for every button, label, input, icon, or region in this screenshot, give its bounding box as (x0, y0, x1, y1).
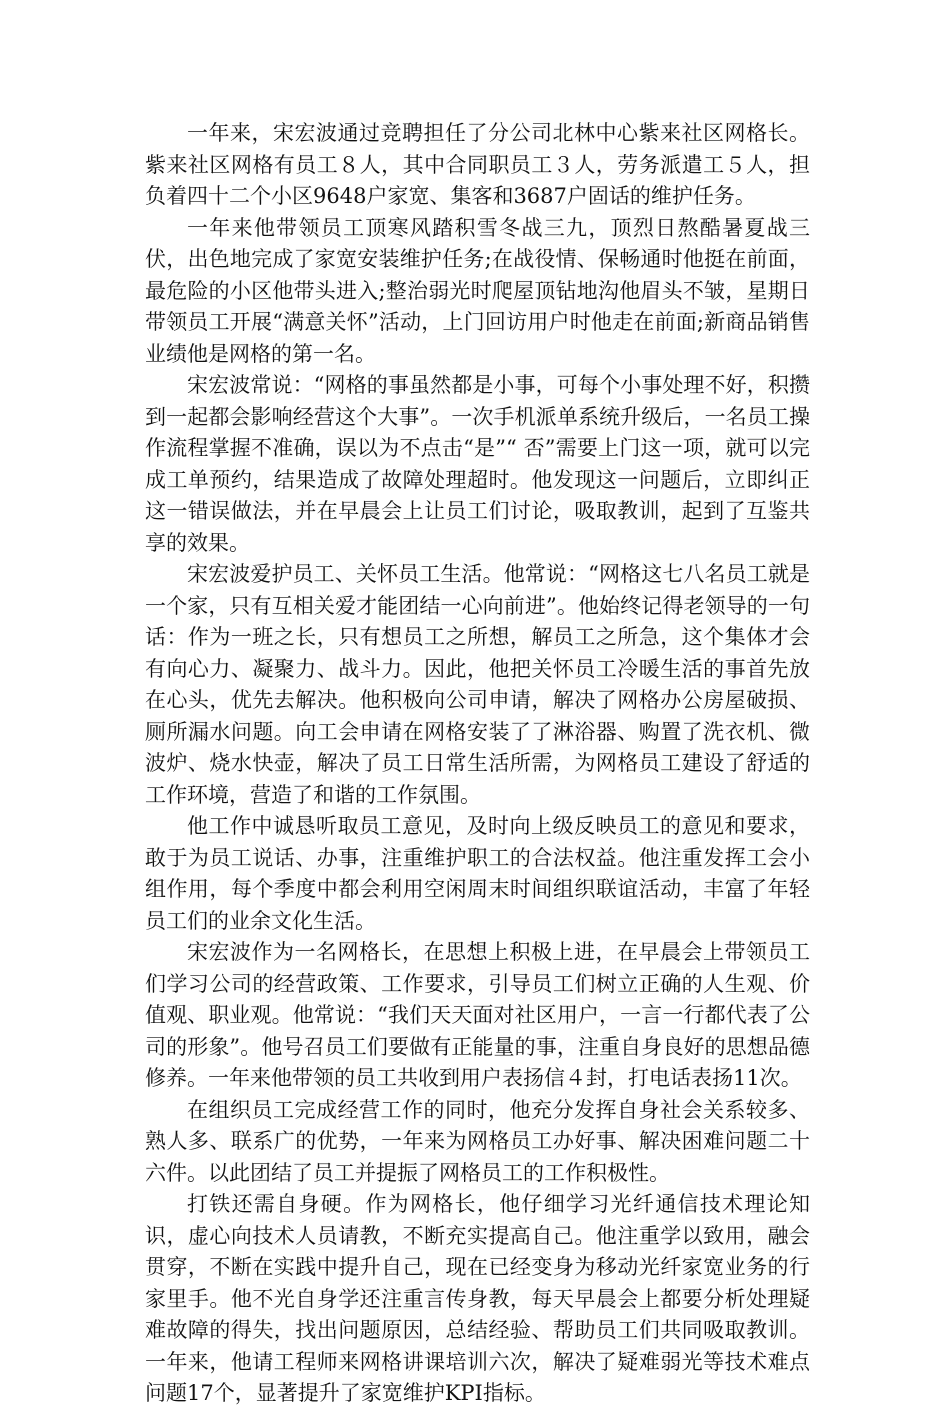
paragraph-1: 一年来，宋宏波通过竞聘担任了分公司北林中心紫来社区网格长。紫来社区网格有员工８人，其中合同职员工３人，劳务派遣工５人，担负着四十二个小区9648户家宽、集客和3687户固话的维护任务。 (145, 121, 810, 208)
paragraph-3: 宋宏波常说：“网格的事虽然都是小事，可每个小事处理不好，积攒到一起都会影响经营这个大事”。一次手机派单系统升级后，一名员工操作流程掌握不准确，误以为不点击“是”“ 否”需要上门这一项，就可以完成工单预约，结果造成了故障处理超时。他发现这一问题后，立即纠正这一错误做法，并在早晨会上让员工们讨论，吸取教训，起到了互鉴共享的效果。 (145, 373, 810, 555)
document-body (145, 118, 810, 1410)
paragraph-4: 宋宏波爱护员工、关怀员工生活。他常说：“网格这七八名员工就是一个家，只有互相关爱才能团结一心向前进”。他始终记得老领导的一句话：作为一班之长，只有想员工之所想，解员工之所急，这个集体才会有向心力、凝聚力、战斗力。因此，他把关怀员工冷暖生活的事首先放在心头，优先去解决。他积极向公司申请，解决了网格办公房屋破损、厕所漏水问题。向工会申请在网格安装了了淋浴器、购置了洗衣机、微波炉、烧水快壶，解决了员工日常生活所需，为网格员工建设了舒适的工作环境，营造了和谐的工作氛围。 (145, 562, 810, 807)
paragraph-7: 在组织员工完成经营工作的同时，他充分发挥自身社会关系较多、熟人多、联系广的优势，一年来为网格员工办好事、解决困难问题二十六件。以此团结了员工并提振了网格员工的工作积极性。 (145, 1097, 810, 1185)
paragraph-5: 他工作中诚恳听取员工意见，及时向上级反映员工的意见和要求，敢于为员工说话、办事，注重维护职工的合法权益。他注重发挥工会小组作用，每个季度中都会利用空闲周末时间组织联谊活动，丰富了年轻员工们的业余文化生活。 (145, 814, 810, 933)
paragraph-2: 一年来他带领员工顶寒风踏积雪冬战三九，顶烈日熬酷暑夏战三伏，出色地完成了家宽安装维护任务;在战役情、保畅通时他挺在前面，最危险的小区他带头进入;整治弱光时爬屋顶钻地沟他眉头不皱，星期日带领员工开展“满意关怀”活动，上门回访用户时他走在前面;新商品销售业绩他是网格的第一名。 (145, 215, 810, 366)
paragraph-6: 宋宏波作为一名网格长，在思想上积极上进，在早晨会上带领员工们学习公司的经营政策、工作要求，引导员工们树立正确的人生观、价值观、职业观。他常说：“我们天天面对社区用户，一言一行都代表了公司的形象”。他号召员工们要做有正能量的事，注重自身良好的思想品德修养。一年来他带领的员工共收到用户表扬信４封，打电话表扬11次。 (145, 940, 810, 1090)
paragraph-8: 打铁还需自身硬。作为网格长，他仔细学习光纤通信技术理论知识，虚心向技术人员请教，不断充实提高自己。他注重学以致用，融会贯穿，不断在实践中提升自己，现在已经变身为移动光纤家宽业务的行家里手。他不光自身学还注重言传身教，每天早晨会上都要分析处理疑难故障的得失，找出问题原因，总结经验、帮助员工们共同吸取教训。一年来，他请工程师来网格讲课培训六次，解决了疑难弱光等技术难点问题17个，显著提升了家宽维护KPI指标。 (145, 1192, 810, 1405)
